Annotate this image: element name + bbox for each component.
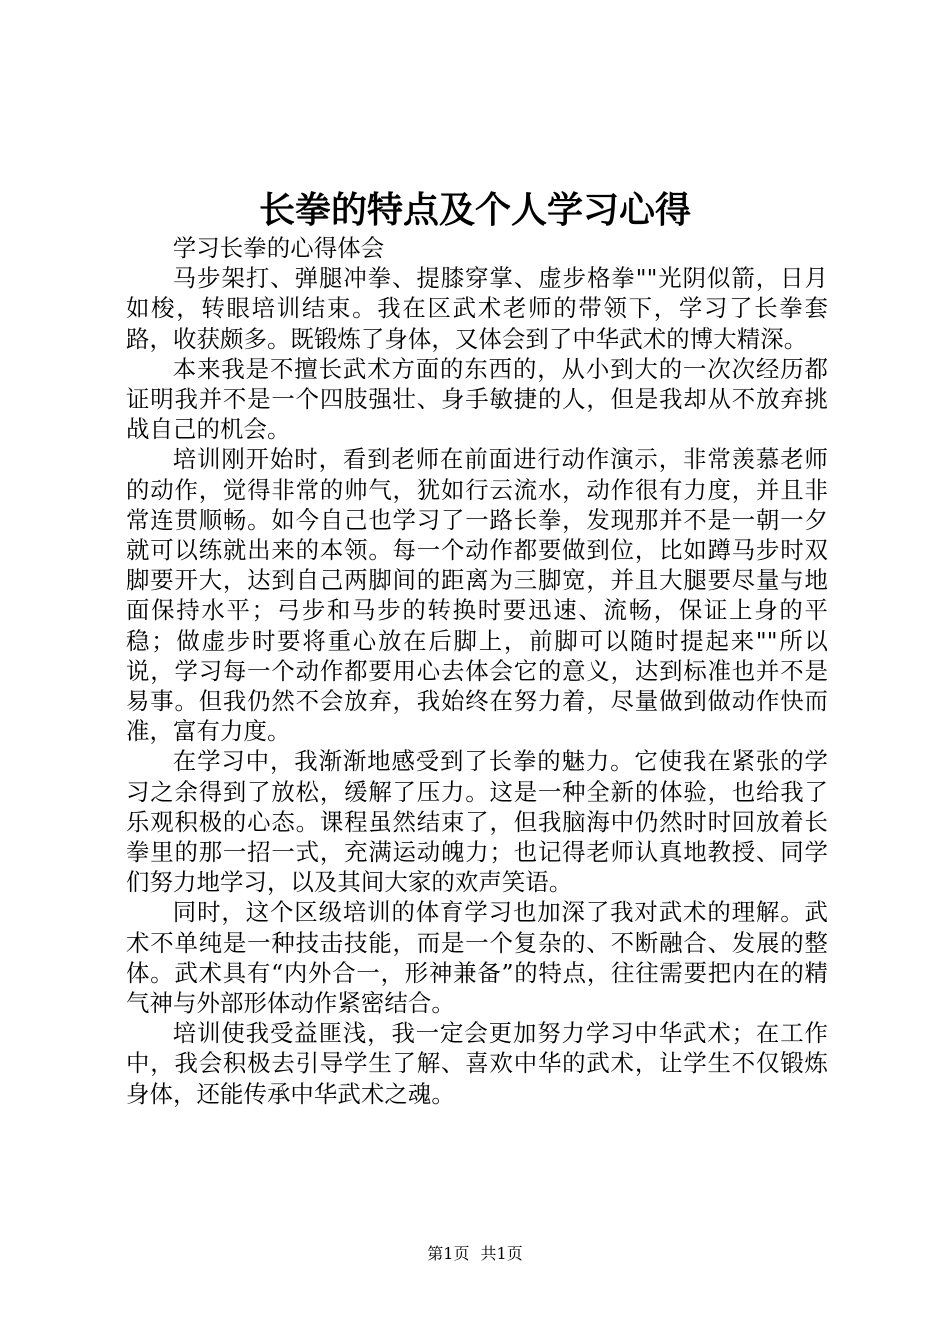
paragraph: 在学习中，我渐渐地感受到了长拳的魅力。它使我在紧张的学习之余得到了放松，缓解了压力。这是一种全新的体验，也给我了乐观积极的心态。课程虽然结束了，但我脑海中仍然时时回放着长拳里的那一招一式，充满运动魄力；也记得老师认真地教授、同学们努力地学习，以及其间大家的欢声笑语。 [126, 747, 828, 897]
paragraph: 培训使我受益匪浅，我一定会更加努力学习中华武术；在工作中，我会积极去引导学生了解、喜欢中华的武术，让学生不仅锻炼身体，还能传承中华武术之魂。 [126, 1019, 828, 1108]
paragraph: 同时，这个区级培训的体育学习也加深了我对武术的理解。武术不单纯是一种技击技能，而是一个复杂的、不断融合、发展的整体。武术具有“内外合一，形神兼备”的特点，往往需要把内在的精气神与外部形体动作紧密结合。 [126, 898, 828, 1018]
page-total: 共1页 [480, 1244, 523, 1263]
paragraph: 培训刚开始时，看到老师在前面进行动作演示，非常羡慕老师的动作，觉得非常的帅气，犹如行云流水，动作很有力度，并且非常连贯顺畅。如今自己也学习了一路长拳，发现那并不是一朝一夕就可以练就出来的本领。每一个动作都要做到位，比如蹲马步时双脚要开大，达到自己两脚间的距离为三脚宽，并且大腿要尽量与地面保持水平；弓步和马步的转换时要迅速、流畅，保证上身的平稳；做虚步时要将重心放在后脚上，前脚可以随时提起来""所以说，学习每一个动作都要用心去体会它的意义，达到标准也并不是易事。但我仍然不会放弃，我始终在努力着，尽量做到做动作快而准，富有力度。 [126, 445, 828, 746]
paragraph-subtitle: 学习长拳的心得体会 [172, 234, 385, 262]
paragraph: 马步架打、弹腿冲拳、提膝穿掌、虚步格拳""光阴似箭，日月如梭，转眼培训结束。我在区武术老师的带领下，学习了长拳套路，收获颇多。既锻炼了身体，又体会到了中华武术的博大精深。 [126, 264, 828, 353]
page-number: 第1页 [427, 1244, 470, 1263]
document-title: 长拳的特点及个人学习心得 [258, 189, 691, 231]
page-footer [0, 1244, 950, 1264]
document-body [126, 233, 828, 1109]
paragraph: 本来我是不擅长武术方面的东西的，从小到大的一次次经历都证明我并不是一个四肢强壮、身手敏捷的人，但是我却从不放弃挑战自己的机会。 [126, 354, 828, 444]
